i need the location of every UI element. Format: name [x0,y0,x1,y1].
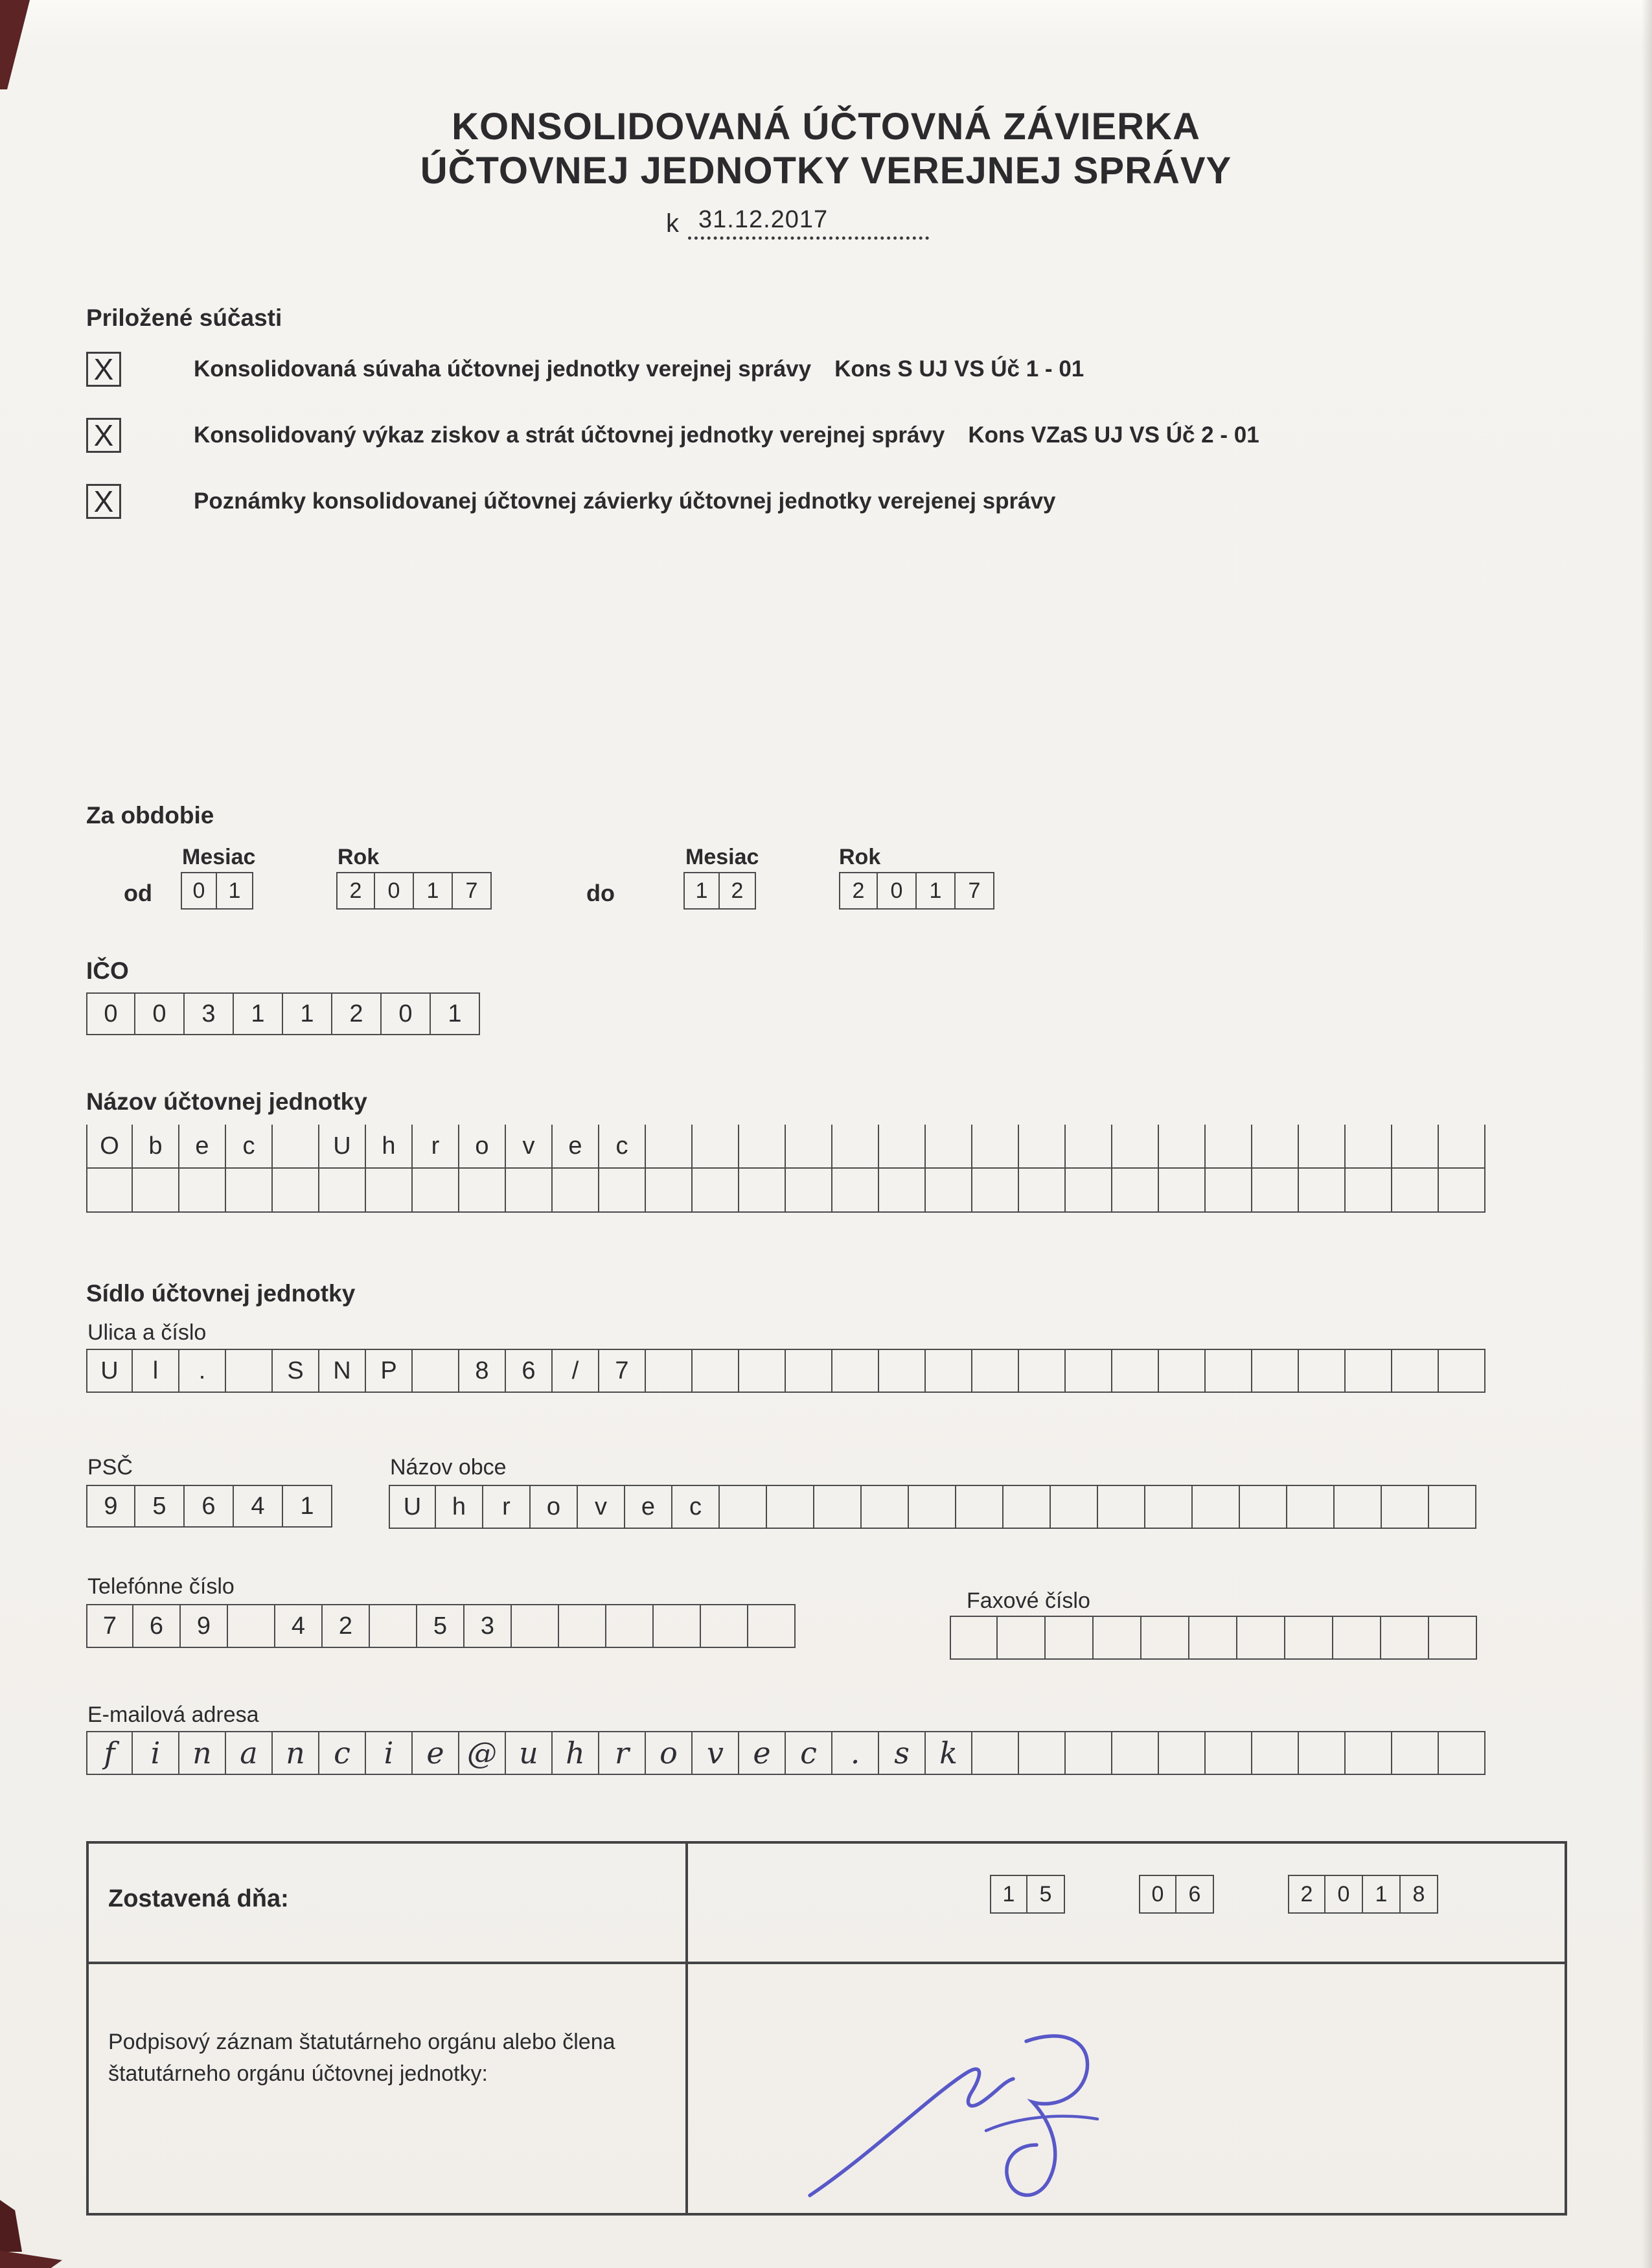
char-cell: 2 [332,992,382,1035]
char-cell [413,1349,459,1393]
char-cell [1252,1125,1299,1169]
compiled-date-cell [89,1844,688,1964]
char-cell [366,1169,413,1213]
char-cell: c [226,1125,273,1169]
ico-grid [86,992,480,1035]
char-cell: 1 [234,992,283,1035]
char-cell: 0 [878,872,917,910]
attachment-code: Kons VZaS UJ VS Úč 2 - 01 [968,422,1259,448]
char-cell [998,1616,1046,1660]
char-cell: v [578,1485,625,1529]
attachment-checkbox: X [86,352,121,387]
signature [798,2016,1187,2210]
char-cell [1287,1485,1335,1529]
char-cell [559,1604,606,1648]
entity-name-label: Názov účtovnej jednotky [86,1088,367,1115]
period-from-year-grid [336,872,492,910]
char-cell [862,1485,909,1529]
ico-label: IČO [86,957,129,984]
char-cell [1299,1349,1346,1393]
char-cell [748,1604,796,1648]
char-cell [1145,1485,1193,1529]
char-cell: 5 [1027,1875,1065,1914]
phone-label: Telefónne číslo [87,1574,235,1599]
char-cell [226,1169,273,1213]
char-cell: 1 [283,992,332,1035]
as-of-label: k [666,209,679,238]
char-cell: r [483,1485,531,1529]
char-cell [1046,1616,1094,1660]
char-cell [226,1349,273,1393]
char-cell [786,1349,832,1393]
char-cell [1112,1731,1159,1775]
char-cell [786,1169,832,1213]
char-cell [273,1169,319,1213]
char-cell [1240,1485,1287,1529]
char-cell [1392,1349,1439,1393]
char-cell [1159,1169,1206,1213]
char-cell: . [179,1349,226,1393]
char-cell [972,1731,1019,1775]
char-cell: N [319,1349,366,1393]
char-cell [720,1485,767,1529]
char-cell [599,1169,646,1213]
char-cell [1159,1125,1206,1169]
char-cell [1019,1731,1066,1775]
entity-name-grid-row1 [86,1125,1486,1169]
char-cell: U [389,1485,436,1529]
char-cell: 5 [135,1485,185,1528]
char-cell: 4 [234,1485,283,1528]
char-cell [1346,1169,1392,1213]
char-cell [1335,1485,1382,1529]
char-cell: 0 [181,872,217,910]
attachments-section [86,304,1589,549]
char-cell: e [553,1125,599,1169]
char-cell [86,1169,133,1213]
char-cell: l [133,1349,179,1393]
compiled-date-label: Zostavená dňa: [108,1885,289,1912]
char-cell [879,1169,926,1213]
char-cell [786,1125,832,1169]
char-cell [956,1485,1004,1529]
char-cell [228,1604,275,1648]
char-cell: 7 [956,872,994,910]
char-cell [879,1349,926,1393]
char-cell: r [413,1125,459,1169]
address-heading: Sídlo účtovnej jednotky [86,1280,356,1307]
char-cell: h [436,1485,483,1529]
char-cell: 6 [133,1604,181,1648]
char-cell: U [319,1125,366,1169]
attachments-heading: Priložené súčasti [86,304,282,331]
char-cell [1333,1616,1381,1660]
char-cell [1439,1169,1486,1213]
char-cell [1346,1349,1392,1393]
char-cell [1439,1125,1486,1169]
char-cell [273,1125,319,1169]
char-cell [1237,1616,1285,1660]
char-cell [646,1169,693,1213]
period-heading: Za obdobie [86,802,214,829]
compiled-year-grid [1288,1875,1438,1914]
char-cell [319,1169,366,1213]
char-cell: 9 [181,1604,228,1648]
char-cell [814,1485,862,1529]
char-cell [926,1125,972,1169]
char-cell [1004,1485,1051,1529]
char-cell: o [646,1731,693,1775]
char-cell [926,1349,972,1393]
char-cell [1206,1125,1252,1169]
char-cell [506,1169,553,1213]
char-cell: h [553,1731,599,1775]
char-cell: 1 [990,1875,1027,1914]
attachment-label: Konsolidovaný výkaz ziskov a strát účtovnej jednotky verejnej správy [194,422,945,448]
char-cell [1429,1616,1477,1660]
char-cell [646,1349,693,1393]
attachment-code: Kons S UJ VS Úč 1 - 01 [834,356,1084,382]
char-cell [606,1604,654,1648]
period-to-label: do [586,880,615,906]
char-cell [1439,1349,1486,1393]
char-cell [879,1125,926,1169]
char-cell [1051,1485,1098,1529]
attachment-checkbox: X [86,418,121,453]
char-cell [1252,1731,1299,1775]
char-cell: 0 [1325,1875,1363,1914]
char-cell [832,1169,879,1213]
period-section [86,802,1123,925]
period-from-month-label: Mesiac [182,845,256,869]
town-grid [389,1485,1476,1529]
char-cell: @ [459,1731,506,1775]
char-cell: 6 [185,1485,234,1528]
char-cell [972,1349,1019,1393]
char-cell [972,1125,1019,1169]
char-cell [767,1485,814,1529]
street-label: Ulica a číslo [87,1320,207,1345]
char-cell [1392,1731,1439,1775]
entity-name-grid-row2 [86,1169,1486,1213]
ico-section [86,957,480,1035]
char-cell [1159,1349,1206,1393]
char-cell [1098,1485,1145,1529]
signature-label: Podpisový záznam štatutárneho orgánu alebo člena štatutárneho orgánu účtovnej jednotky: [108,2030,615,2087]
char-cell: 8 [1401,1875,1438,1914]
char-cell [1285,1616,1333,1660]
char-cell: s [879,1731,926,1775]
attachment-item [86,417,1589,453]
char-cell [1439,1731,1486,1775]
char-cell: o [459,1125,506,1169]
char-cell: U [86,1349,133,1393]
char-cell [179,1169,226,1213]
char-cell: 7 [86,1604,133,1648]
char-cell: e [179,1125,226,1169]
char-cell: a [226,1731,273,1775]
attachment-label: Konsolidovaná súvaha účtovnej jednotky verejnej správy [194,356,812,382]
char-cell: 2 [720,872,756,910]
char-cell [1252,1349,1299,1393]
char-cell: 9 [86,1485,135,1528]
char-cell: c [599,1125,646,1169]
period-to-year-grid [839,872,994,910]
char-cell: 6 [1176,1875,1214,1914]
footer-table [86,1841,1567,2216]
char-cell [1252,1169,1299,1213]
char-cell: 0 [135,992,185,1035]
as-of-date: 31.12.2017 [698,206,829,233]
town-label: Názov obce [390,1455,507,1480]
char-cell [1346,1731,1392,1775]
char-cell [512,1604,559,1648]
char-cell [1206,1349,1252,1393]
char-cell [1141,1616,1189,1660]
char-cell: c [672,1485,720,1529]
char-cell: i [133,1731,179,1775]
char-cell [1019,1349,1066,1393]
char-cell: 0 [382,992,431,1035]
char-cell [909,1485,956,1529]
form-title-line1: KONSOLIDOVANÁ ÚČTOVNÁ ZÁVIERKA [452,106,1200,148]
char-cell [370,1604,417,1648]
char-cell [1392,1125,1439,1169]
char-cell: 6 [506,1349,553,1393]
char-cell: 2 [839,872,878,910]
char-cell: c [319,1731,366,1775]
char-cell: S [273,1349,319,1393]
as-of-date-line [666,206,929,240]
char-cell [133,1169,179,1213]
char-cell: e [413,1731,459,1775]
char-cell [739,1125,786,1169]
char-cell [739,1169,786,1213]
char-cell: 0 [1139,1875,1176,1914]
char-cell: 2 [1288,1875,1325,1914]
char-cell: 4 [275,1604,323,1648]
char-cell [1094,1616,1141,1660]
char-cell [1066,1349,1112,1393]
char-cell [1019,1125,1066,1169]
attachment-item [86,483,1589,520]
char-cell [1429,1485,1476,1529]
scan-artifact-bottom-left [0,2200,22,2252]
char-cell: 3 [185,992,234,1035]
char-cell [1382,1485,1429,1529]
char-cell: r [599,1731,646,1775]
psc-label: PSČ [87,1455,133,1480]
email-label: E-mailová adresa [87,1702,259,1727]
compiled-date-values-cell [688,1844,1565,1964]
char-cell: c [786,1731,832,1775]
char-cell [1019,1169,1066,1213]
char-cell: / [553,1349,599,1393]
char-cell [413,1169,459,1213]
char-cell [950,1616,998,1660]
char-cell: v [506,1125,553,1169]
signature-label-cell [89,1964,688,2213]
char-cell [1112,1349,1159,1393]
attachment-item [86,351,1589,387]
form-title [0,105,1652,194]
period-to-month-label: Mesiac [685,845,759,869]
char-cell [553,1169,599,1213]
signature-cell [688,1964,1565,2213]
char-cell: 1 [1363,1875,1401,1914]
char-cell [1066,1125,1112,1169]
char-cell: 7 [453,872,492,910]
period-from-month-grid [181,872,253,910]
fax-label: Faxové číslo [967,1588,1090,1613]
period-to-month-grid [683,872,756,910]
char-cell [832,1125,879,1169]
char-cell [646,1125,693,1169]
scan-edge-shadow [1642,0,1652,2268]
char-cell: 0 [375,872,414,910]
char-cell [1299,1125,1346,1169]
street-grid [86,1349,1486,1393]
char-cell [1112,1125,1159,1169]
attachment-checkbox: X [86,484,121,519]
compiled-day-grid [990,1875,1065,1914]
char-cell [832,1349,879,1393]
compiled-month-grid [1139,1875,1214,1914]
scan-artifact-bottom-strip [0,2251,62,2268]
char-cell [1299,1169,1346,1213]
char-cell: 2 [323,1604,370,1648]
char-cell [701,1604,748,1648]
char-cell [1206,1169,1252,1213]
char-cell [1189,1616,1237,1660]
char-cell [654,1604,701,1648]
char-cell: i [366,1731,413,1775]
char-cell [972,1169,1019,1213]
char-cell: 1 [283,1485,332,1528]
as-of-dotted-line [688,206,929,240]
char-cell: f [86,1731,133,1775]
char-cell: o [531,1485,578,1529]
char-cell: . [832,1731,879,1775]
char-cell: 3 [465,1604,512,1648]
char-cell [926,1169,972,1213]
period-from-year-label: Rok [338,845,380,869]
attachment-label: Poznámky konsolidovanej účtovnej závierky účtovnej jednotky verejenej správy [194,488,1056,514]
char-cell: n [273,1731,319,1775]
form-title-line2: ÚČTOVNEJ JEDNOTKY VEREJNEJ SPRÁVY [420,150,1232,192]
char-cell: 8 [459,1349,506,1393]
char-cell: 7 [599,1349,646,1393]
char-cell: b [133,1125,179,1169]
char-cell: 0 [86,992,135,1035]
char-cell: 5 [417,1604,465,1648]
char-cell: 2 [336,872,375,910]
char-cell: n [179,1731,226,1775]
char-cell [1346,1125,1392,1169]
char-cell [1206,1731,1252,1775]
char-cell [739,1349,786,1393]
char-cell [1381,1616,1429,1660]
phone-grid [86,1604,796,1648]
char-cell: e [739,1731,786,1775]
char-cell [1193,1485,1240,1529]
char-cell [693,1349,739,1393]
char-cell: 1 [217,872,253,910]
char-cell: P [366,1349,413,1393]
char-cell: v [693,1731,739,1775]
char-cell [693,1169,739,1213]
char-cell: h [366,1125,413,1169]
char-cell [459,1169,506,1213]
psc-grid [86,1485,332,1528]
char-cell: k [926,1731,972,1775]
char-cell: 1 [431,992,480,1035]
char-cell: u [506,1731,553,1775]
entity-name-section [86,1088,1486,1213]
char-cell: O [86,1125,133,1169]
scan-artifact-top-left [0,0,30,89]
char-cell [1112,1169,1159,1213]
char-cell [1066,1731,1112,1775]
char-cell: 1 [683,872,720,910]
char-cell [1066,1169,1112,1213]
char-cell [1299,1731,1346,1775]
char-cell: e [625,1485,672,1529]
period-from-label: od [124,880,152,906]
fax-grid [950,1616,1477,1660]
char-cell: 1 [917,872,956,910]
period-to-year-label: Rok [839,845,881,869]
char-cell [1159,1731,1206,1775]
email-grid [86,1731,1486,1775]
char-cell [693,1125,739,1169]
char-cell [1392,1169,1439,1213]
char-cell: 1 [414,872,453,910]
